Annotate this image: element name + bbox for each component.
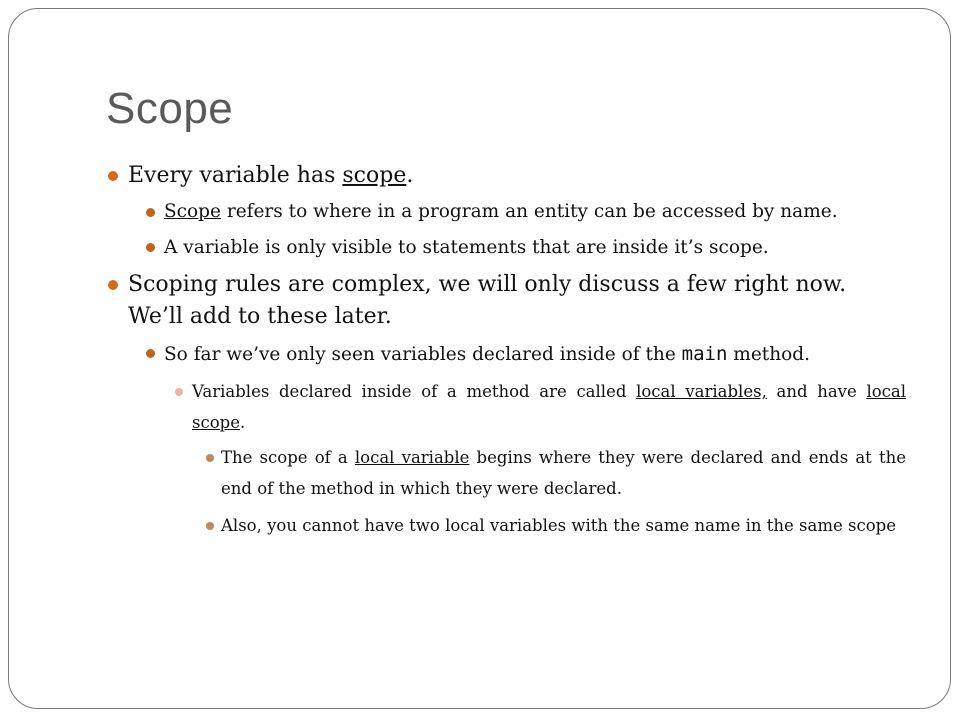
bullet-so-far xyxy=(106,337,906,372)
bullet-text: Scoping rules are complex, we will only discuss a few right now. We’ll add to these later. xyxy=(128,272,847,329)
bullet-dot xyxy=(108,280,118,290)
underlined-term: local variable xyxy=(354,448,470,467)
underlined-term: local scope xyxy=(192,382,907,432)
bullet-text: Every variable has xyxy=(128,163,343,188)
bullet-dot xyxy=(108,171,118,181)
bullet-scope-definition xyxy=(106,196,906,227)
bullet-text: The scope of a xyxy=(221,448,355,467)
bullet-dot xyxy=(146,208,155,217)
bullet-scoping-rules xyxy=(106,269,906,333)
bullet-every-variable xyxy=(106,160,906,192)
bullet-text: method. xyxy=(727,344,811,365)
bullet-text: . xyxy=(239,413,246,432)
bullet-dot xyxy=(175,388,183,396)
underlined-term: scope xyxy=(342,163,407,188)
slide-content xyxy=(106,160,906,547)
bullet-text: So far we’ve only seen variables declared inside of the xyxy=(164,344,682,365)
bullet-dot xyxy=(206,522,214,530)
underlined-term: local variables, xyxy=(636,382,767,401)
bullet-text: Also, you cannot have two local variables with the same name in the same scope xyxy=(221,516,896,535)
bullet-text: begins where they were declared and ends at the end of the method in which they were declared. xyxy=(221,448,906,498)
bullet-text: A variable is only visible to statements that are inside it’s scope. xyxy=(164,237,769,258)
bullet-same-name xyxy=(106,510,906,541)
code-term: main xyxy=(681,343,728,365)
bullet-text: Variables declared inside of a method are called xyxy=(192,382,637,401)
bullet-dot xyxy=(146,349,155,358)
bullet-local-scope-range xyxy=(106,442,906,504)
bullet-text: refers to where in a program an entity can be accessed by name. xyxy=(220,201,838,222)
bullet-text: and have xyxy=(766,382,867,401)
bullet-visibility xyxy=(106,231,906,265)
bullet-dot xyxy=(146,243,155,252)
bullet-dot xyxy=(206,454,214,462)
slide-title: Scope xyxy=(106,84,234,133)
bullet-local-variables xyxy=(106,376,906,438)
underlined-term: Scope xyxy=(164,201,221,222)
bullet-text: . xyxy=(406,163,414,188)
